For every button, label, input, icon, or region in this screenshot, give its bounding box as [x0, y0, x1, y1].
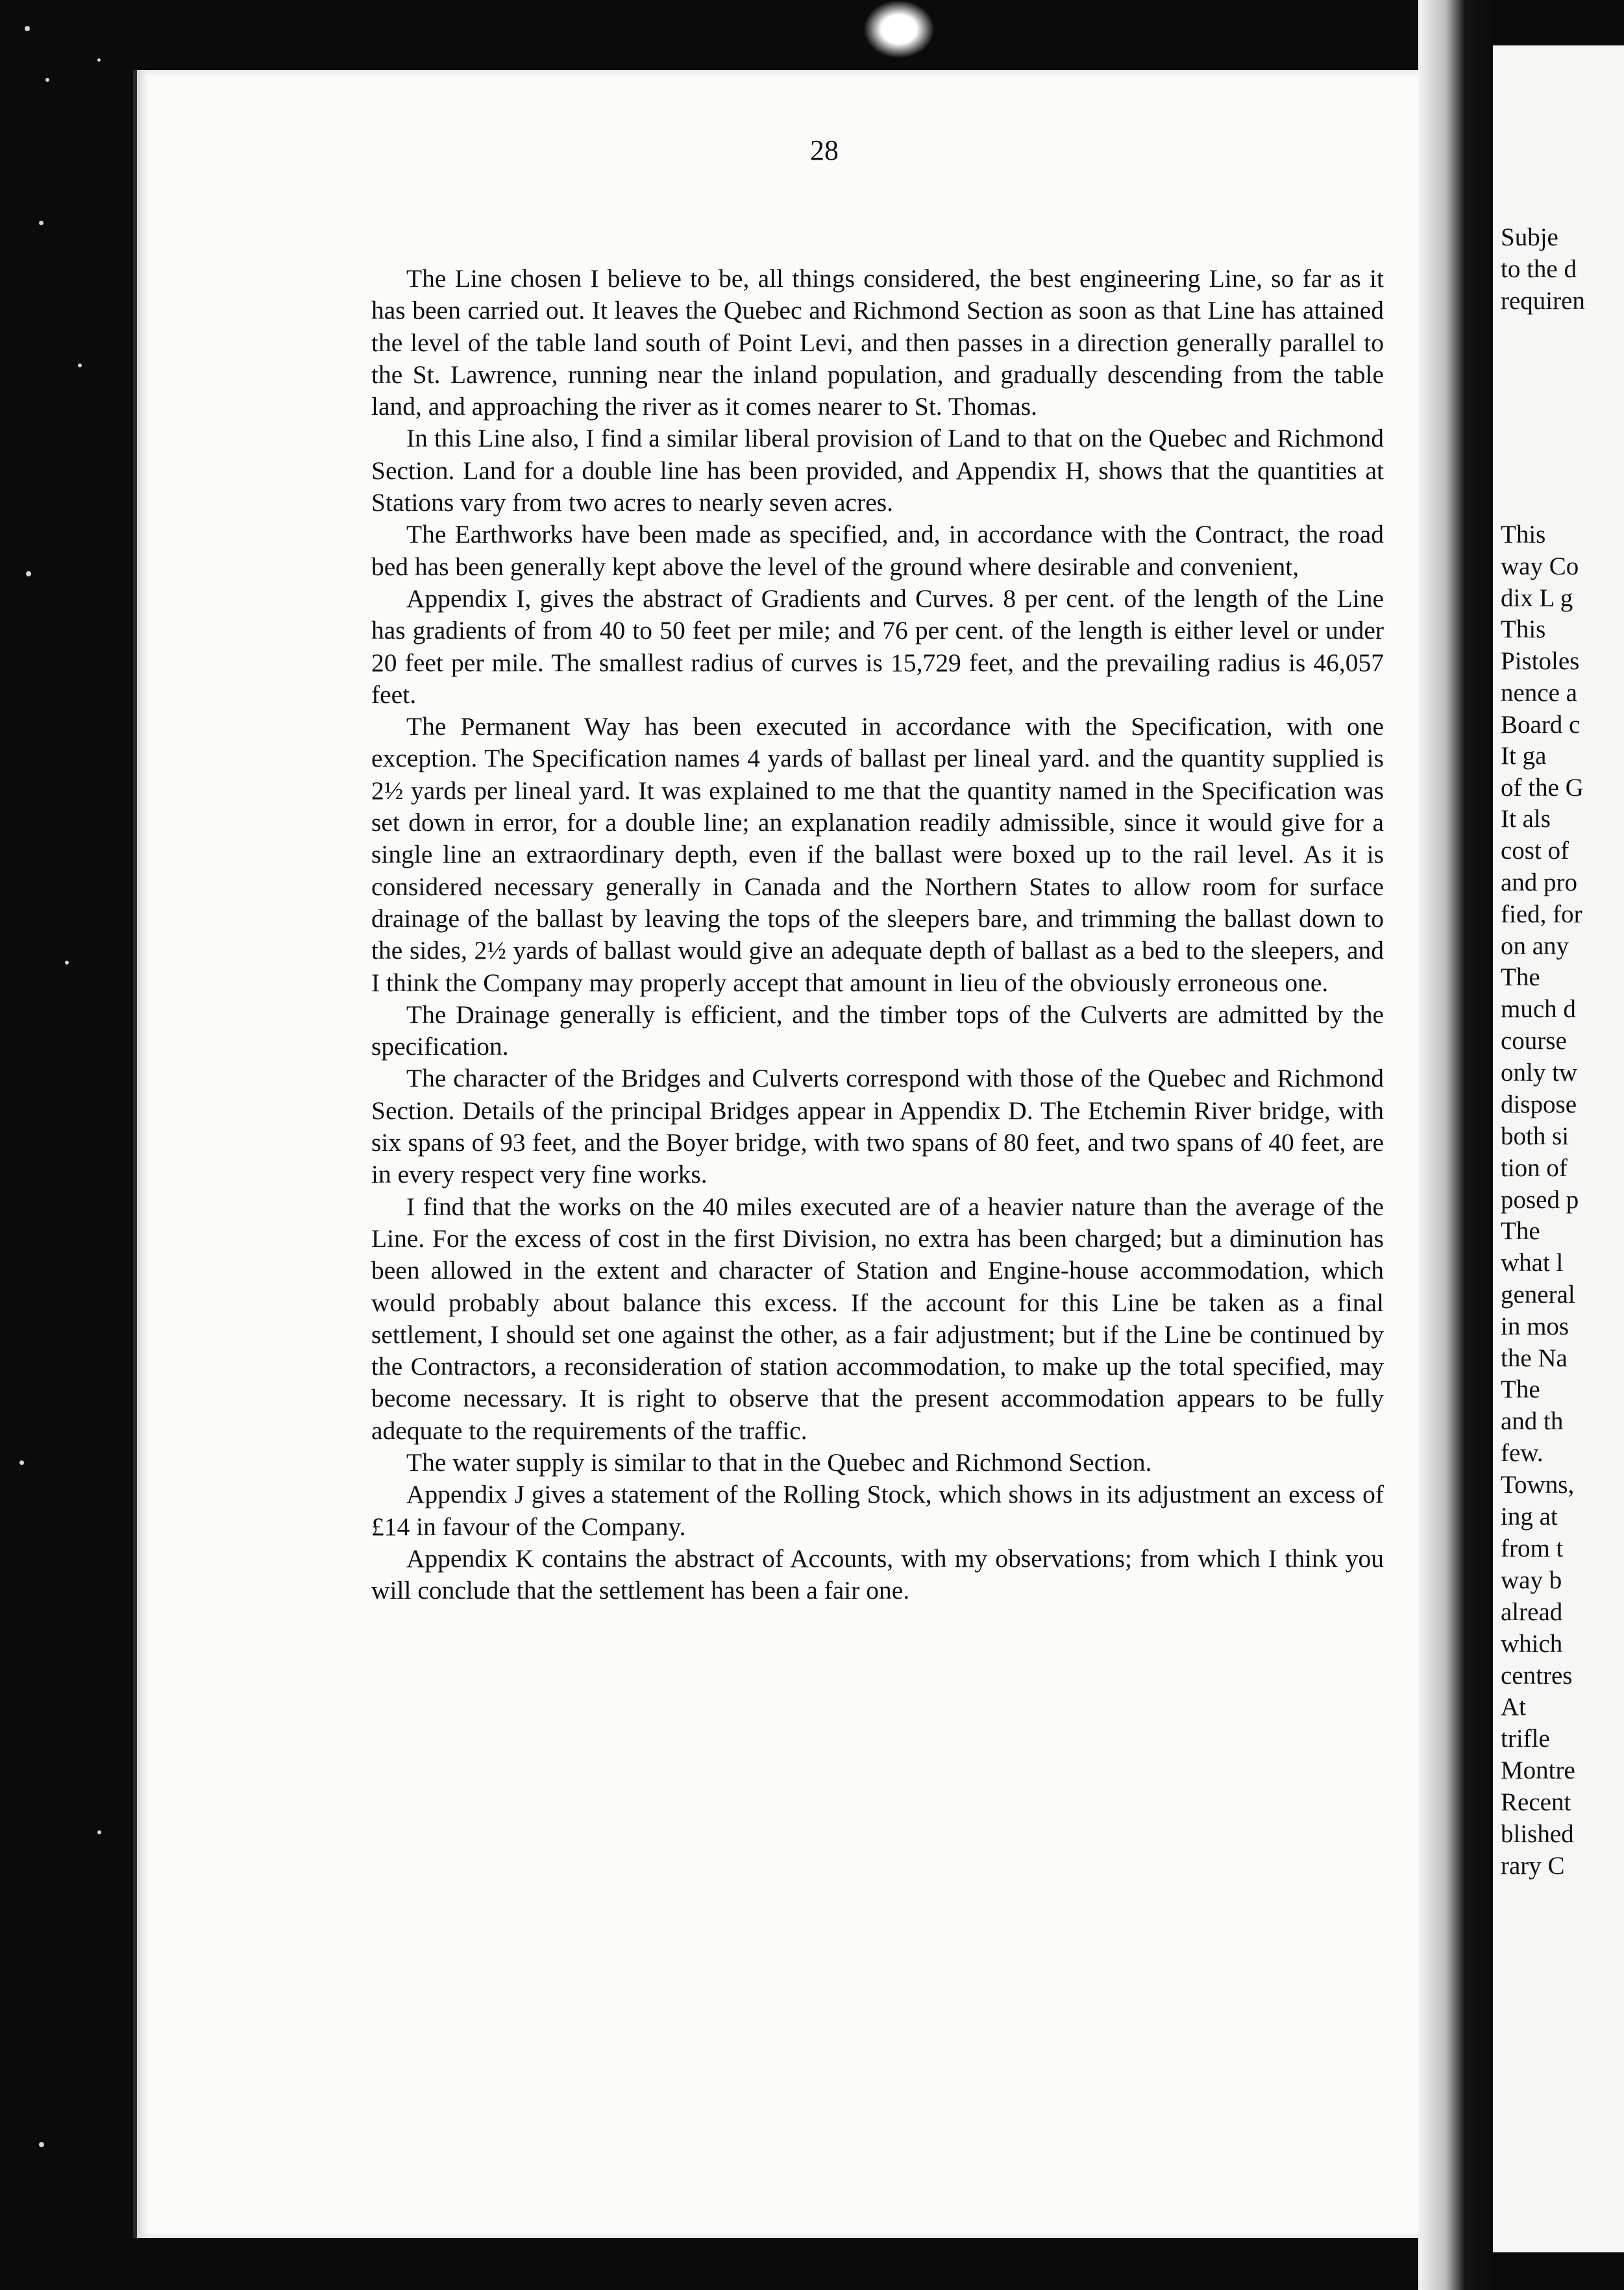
- facing-page-line: The: [1501, 963, 1540, 991]
- facing-page-line: and pro: [1501, 868, 1578, 896]
- scan-speck: [45, 78, 49, 82]
- scan-speck: [97, 1830, 101, 1834]
- facing-page-line: centres: [1501, 1662, 1573, 1690]
- page-number: 28: [810, 134, 839, 166]
- facing-page-line: posed p: [1501, 1186, 1579, 1214]
- paragraph: In this Line also, I find a similar liberal provision of Land to that on the Quebec and Richmond Section. Land for a double line has been provided, and Appendix H, shows that the quantities at Stations vary from two acres to nearly seven acres.: [371, 424, 1384, 517]
- facing-page-line: course: [1501, 1027, 1567, 1055]
- scan-speck: [19, 1460, 24, 1465]
- facing-page-line: from t: [1501, 1534, 1564, 1562]
- paragraph: The water supply is similar to that in the Quebec and Richmond Section.: [406, 1447, 1152, 1477]
- facing-page-line: Subje: [1501, 223, 1558, 251]
- facing-page-line: It als: [1501, 805, 1551, 833]
- paragraph: The character of the Bridges and Culverts correspond with those of the Quebec and Richmond Section. Details of the principal Bridges appear in Appendix D. The Etchemin River bridge, with six spans of 93 feet, and the Boyer bridge, with two spans of 80 feet, and two spans of 40 feet, are in every respect very fine works.: [371, 1064, 1384, 1189]
- scan-speck: [26, 571, 31, 576]
- facing-page-line: much d: [1501, 995, 1576, 1023]
- facing-page-line: nence a: [1501, 679, 1577, 707]
- facing-page-line: This: [1501, 615, 1546, 643]
- facing-page-line: This: [1501, 521, 1546, 548]
- book-gutter: [1418, 0, 1496, 2290]
- facing-page-line: ing at: [1501, 1503, 1558, 1531]
- facing-page-line: dispose: [1501, 1090, 1577, 1118]
- facing-page-line: which: [1501, 1630, 1563, 1658]
- paragraph: I find that the works on the 40 miles executed are of a heavier nature than the average of the Line. For the excess of cost in the first Division, no extra has been charged; but a diminution has been allowed in the extent and character of Station and Engine-house accommodation, which would probably about balance this excess. If the account for this Line be taken as a final settlement, I should set one against the other, as a fair adjustment; but if the Line be continued by the Contractors, a reconsideration of station accommodation, to make up the total specified, may become necessary. It is right to observe that the present accommodation appears to be fully adequate to the requirements of the traffic.: [371, 1192, 1384, 1445]
- facing-page-line: of the G: [1501, 774, 1584, 802]
- facing-page-line: few.: [1501, 1439, 1544, 1467]
- paragraph: Appendix J gives a statement of the Rolling Stock, which shows in its adjustment an excess of £14 in favour of the Company.: [371, 1480, 1384, 1541]
- facing-page-line: The: [1501, 1375, 1540, 1403]
- facing-page-line: blished: [1501, 1820, 1574, 1848]
- facing-page-line: alread: [1501, 1598, 1563, 1626]
- facing-page-line: The: [1501, 1217, 1540, 1245]
- facing-page-line: way Co: [1501, 552, 1579, 580]
- paragraph: The Drainage generally is efficient, and the timber tops of the Culverts are admitted by the specification.: [371, 1000, 1384, 1061]
- facing-page-line: rary C: [1501, 1852, 1565, 1880]
- scan-speck: [39, 2142, 44, 2147]
- facing-page-line: dix L g: [1501, 584, 1573, 612]
- facing-page-line: trifle: [1501, 1725, 1550, 1753]
- facing-page-line: what l: [1501, 1249, 1564, 1277]
- scan-mark-top: [863, 0, 935, 58]
- facing-page-line: the Na: [1501, 1344, 1568, 1372]
- paragraph: The Earthworks have been made as specified, and, in accordance with the Contract, the road bed has been generally kept above the level of the ground where desirable and convenient,: [371, 520, 1384, 581]
- scan-speck: [97, 58, 101, 62]
- facing-page-line: to the d: [1501, 255, 1577, 283]
- facing-page-line: Towns,: [1501, 1471, 1575, 1499]
- facing-page-line: only tw: [1501, 1059, 1578, 1087]
- facing-page: [1493, 45, 1624, 2252]
- scan-speck: [39, 221, 43, 225]
- paragraph: The Permanent Way has been executed in accordance with the Specification, with one exception. The Specification names 4 yards of ballast per lineal yard. and the quantity supplied is 2½ yards per lineal yard. It was explained to me that the quantity named in the Specification was set down in error, for a double line; an explanation readily admissible, since it would give for a single line an extraordinary depth, even if the ballast were boxed up to the rail level. As it is considered necessary generally in Canada and the Northern States to allow room for surface drainage of the ballast by leaving the tops of the sleepers bare, and trimming the ballast down to the sides, 2½ yards of ballast would give an adequate depth of ballast as a bed to the sleepers, and I think the Company may properly accept that amount in lieu of the obviously erroneous one.: [371, 712, 1384, 997]
- paragraph: Appendix K contains the abstract of Accounts, with my observations; from which I think you will conclude that the settlement has been a fair one.: [371, 1544, 1384, 1605]
- facing-page-line: Pistoles: [1501, 647, 1580, 675]
- scan-speck: [78, 363, 82, 367]
- facing-page-line: At: [1501, 1693, 1526, 1721]
- scan-speck: [25, 26, 30, 31]
- facing-page-line: general: [1501, 1281, 1575, 1309]
- facing-page-line: cost of: [1501, 837, 1569, 865]
- facing-page-line: requiren: [1501, 287, 1585, 315]
- facing-page-line: tion of: [1501, 1154, 1568, 1182]
- facing-page-line: in mos: [1501, 1312, 1569, 1340]
- paragraph: The Line chosen I believe to be, all things considered, the best engineering Line, so far as it has been carried out. It leaves the Quebec and Richmond Section as soon as that Line has attained the level of the table land south of Point Levi, and then passes in a direction generally parallel to the St. Lawrence, running near the inland population, and gradually descending from the table land, and approaching the river as it comes nearer to St. Thomas.: [371, 264, 1384, 421]
- facing-page-line: Board c: [1501, 711, 1581, 739]
- facing-page-line: and th: [1501, 1407, 1564, 1435]
- facing-page-line: Recent: [1501, 1788, 1571, 1816]
- facing-page-line: both si: [1501, 1122, 1569, 1150]
- scan-speck: [65, 961, 69, 965]
- facing-page-line: Montre: [1501, 1756, 1575, 1784]
- page-body: [371, 263, 1384, 1607]
- facing-page-line: on any: [1501, 932, 1569, 960]
- paragraph: Appendix I, gives the abstract of Gradients and Curves. 8 per cent. of the length of the Line has gradients of from 40 to 50 feet per mile; and 76 per cent. of the length is either level or under 20 feet per mile. The smallest radius of curves is 15,729 feet, and the prevailing radius is 46,057 feet.: [371, 584, 1384, 709]
- facing-page-line: fied, for: [1501, 900, 1582, 928]
- facing-page-line: way b: [1501, 1566, 1562, 1594]
- facing-page-line: It ga: [1501, 742, 1547, 770]
